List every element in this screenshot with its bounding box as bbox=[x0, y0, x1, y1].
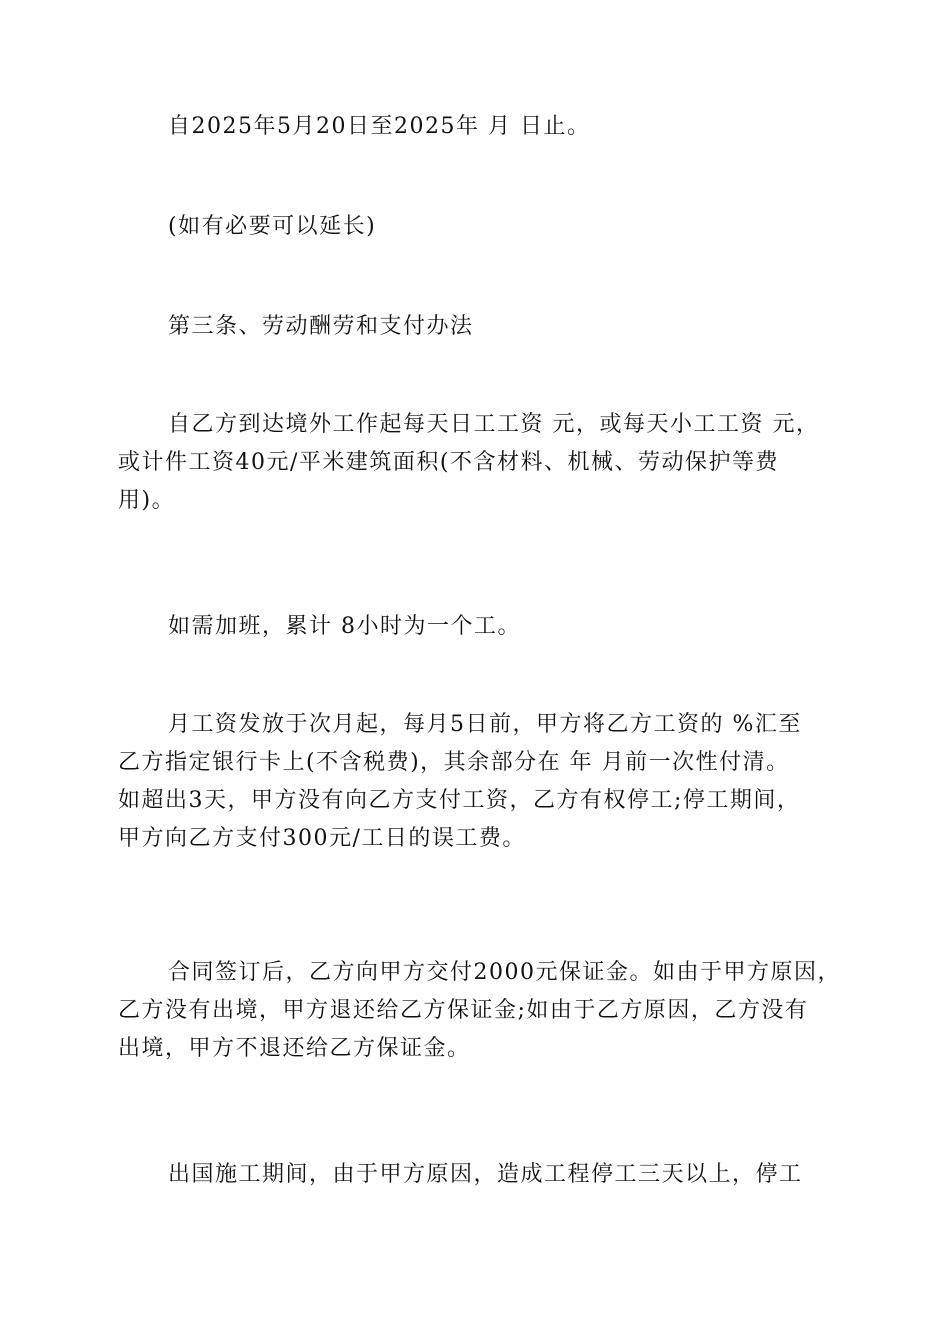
text-line: 出国施工期间，由于甲方原因，造成工程停工三天以上，停工 bbox=[168, 1162, 803, 1187]
text-line: 或计件工资40元/平米建筑面积(不含材料、机械、劳动保护等费 bbox=[118, 450, 779, 475]
paragraph-wage-rates bbox=[118, 406, 838, 520]
paragraph-work-stoppage bbox=[118, 1156, 838, 1194]
text-line: 自2025年5月20日至2025年 月 日止。 bbox=[168, 114, 591, 139]
text-line: 用)。 bbox=[118, 488, 176, 513]
text-line: 月工资发放于次月起，每月5日前，甲方将乙方工资的 %汇至 bbox=[168, 712, 802, 737]
text-line: 自乙方到达境外工作起每天日工工资 元，或每天小工工资 元， bbox=[168, 412, 820, 437]
paragraph-overtime bbox=[118, 608, 838, 646]
text-line: (如有必要可以延长) bbox=[168, 214, 377, 239]
paragraph-extension-note bbox=[118, 208, 838, 246]
paragraph-contract-period bbox=[118, 108, 838, 146]
text-line: 乙方指定银行卡上(不含税费)，其余部分在 年 月前一次性付清。 bbox=[118, 750, 790, 775]
paragraph-payment-schedule bbox=[118, 706, 838, 858]
text-line: 出境，甲方不退还给乙方保证金。 bbox=[118, 1036, 471, 1061]
text-line: 如需加班，累计 8小时为一个工。 bbox=[168, 614, 521, 639]
text-line: 第三条、劳动酬劳和支付办法 bbox=[168, 314, 474, 339]
paragraph-deposit bbox=[118, 954, 841, 1068]
text-line: 甲方向乙方支付300元/工日的误工费。 bbox=[118, 826, 526, 851]
section-heading-article-3 bbox=[118, 308, 838, 346]
text-line: 乙方没有出境，甲方退还给乙方保证金;如由于乙方原因，乙方没有 bbox=[118, 998, 809, 1023]
text-line: 合同签订后，乙方向甲方交付2000元保证金。如由于甲方原因， bbox=[168, 960, 841, 985]
text-line: 如超出3天，甲方没有向乙方支付工资，乙方有权停工;停工期间， bbox=[118, 788, 801, 813]
